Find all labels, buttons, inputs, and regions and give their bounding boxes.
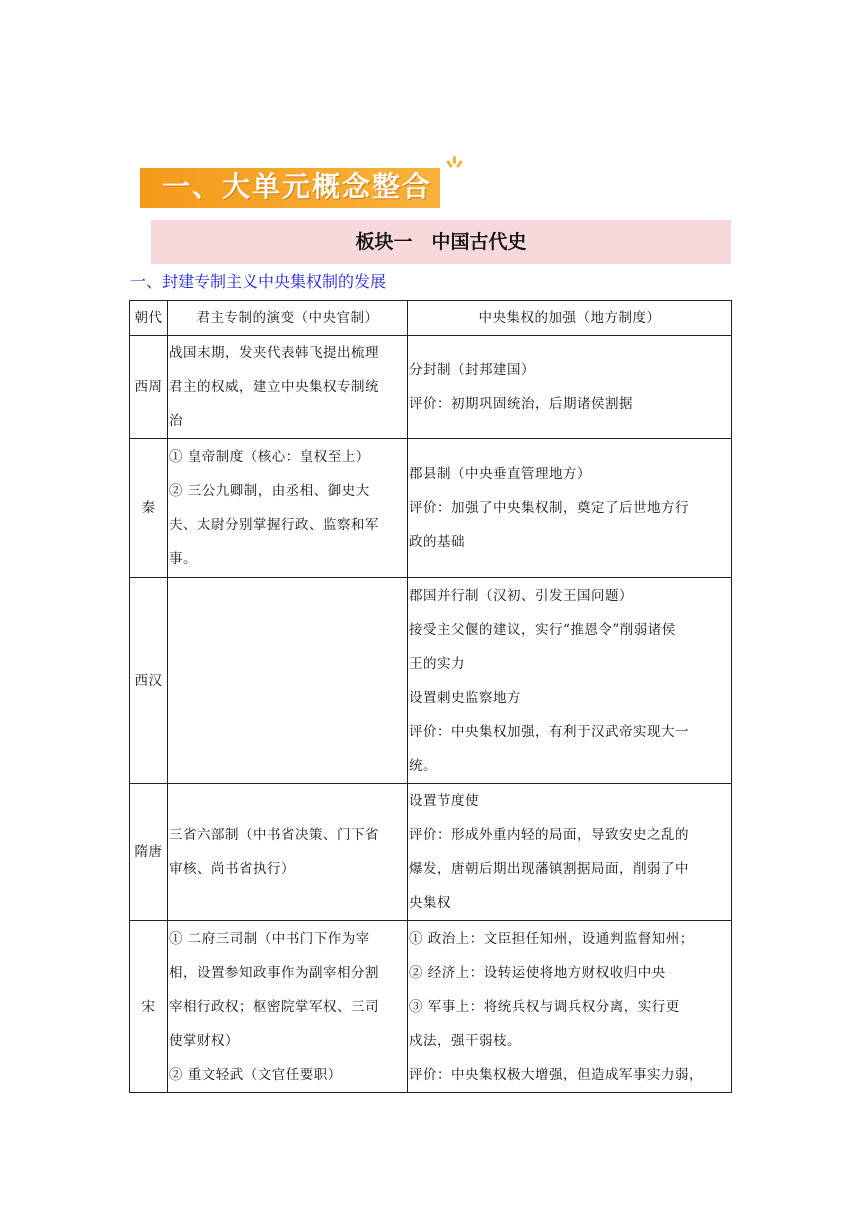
central-line: ① 二府三司制（中书门下作为宰 (169, 930, 370, 947)
local-line: 郡国并行制（汉初、引发王国问题） (409, 587, 633, 604)
local-line: 分封制（封邦建国） (409, 362, 535, 378)
table-row (130, 336, 732, 439)
central-cell (168, 578, 408, 784)
local-line: 戍法，强干弱枝。 (409, 1032, 521, 1049)
era-cell: 西汉 (130, 578, 168, 784)
central-cell (168, 439, 408, 578)
header-local: 中央集权的加强（地方制度） (408, 301, 732, 336)
central-line: 三省六部制（中书省决策、门下省 (169, 827, 379, 843)
central-line: 事。 (169, 551, 197, 567)
local-line: 评价：加强了中央集权制，奠定了后世地方行 (409, 500, 689, 516)
section-title: 板块一 中国古代史 (355, 231, 527, 253)
local-line: 设置节度使 (409, 793, 479, 809)
local-cell (408, 784, 732, 921)
era-cell: 宋 (130, 921, 168, 1093)
table-row (130, 921, 732, 1093)
central-line: ② 重文轻武（文官任要职） (169, 1066, 342, 1083)
central-line: 战国末期，发夹代表韩飞提出梳理 (169, 345, 379, 361)
header-central: 君主专制的演变（中央官制） (168, 301, 408, 336)
local-line: 接受主父偃的建议，实行“推恩令”削弱诸侯 (409, 621, 676, 638)
central-cell (168, 336, 408, 439)
central-line: ② 三公九卿制，由丞相、御史大 (169, 483, 370, 499)
unit-banner (140, 164, 446, 209)
local-line: ② 经济上：设转运使将地方财权收归中央 (409, 964, 666, 981)
era-cell: 秦 (130, 439, 168, 578)
central-cell (168, 921, 408, 1093)
local-line: 郡县制（中央垂直管理地方） (409, 466, 591, 482)
local-cell (408, 336, 732, 439)
central-line: 宰相行政权；枢密院掌军权、三司 (169, 998, 379, 1015)
local-line: 设置刺史监察地方 (409, 689, 521, 706)
header-era: 朝代 (130, 301, 168, 336)
sparkle-icon (446, 154, 462, 172)
central-line: ① 皇帝制度（核心：皇权至上） (169, 449, 370, 465)
table-row (130, 439, 732, 578)
era-cell: 隋唐 (130, 784, 168, 921)
central-line: 君主的权威，建立中央集权专制统 (169, 379, 379, 395)
local-line: 央集权 (409, 895, 451, 911)
local-line: 王的实力 (409, 655, 465, 672)
table-row (130, 578, 732, 784)
local-line: 评价：形成外重内轻的局面，导致安史之乱的 (409, 827, 689, 843)
central-line: 相，设置参知政事作为副宰相分割 (169, 964, 379, 981)
history-table (129, 300, 732, 1093)
local-line: 评价：初期巩固统治，后期诸侯割据 (409, 396, 633, 412)
local-line: ① 政治上：文臣担任知州，设通判监督知州； (409, 930, 694, 947)
local-cell (408, 921, 732, 1093)
central-line: 治 (169, 413, 183, 429)
local-line: 政的基础 (409, 534, 465, 550)
local-line: 评价：中央集权加强，有利于汉武帝实现大一 (409, 723, 689, 740)
local-line: 统。 (409, 757, 437, 774)
central-line: 夫、太尉分别掌握行政、监察和军 (169, 517, 379, 533)
section-header (151, 220, 731, 264)
local-line: ③ 军事上：将统兵权与调兵权分离，实行更 (409, 998, 680, 1015)
central-line: 审核、尚书省执行） (169, 861, 295, 877)
central-line: 使掌财权） (169, 1032, 239, 1049)
local-line: 爆发，唐朝后期出现藩镇割据局面，削弱了中 (409, 861, 689, 877)
banner-title: 一、大单元概念整合 (162, 170, 433, 203)
local-cell (408, 439, 732, 578)
era-cell: 西周 (130, 336, 168, 439)
local-cell (408, 578, 732, 784)
table-row (130, 784, 732, 921)
local-line: 评价：中央集权极大增强，但造成军事实力弱， (409, 1066, 703, 1083)
central-cell (168, 784, 408, 921)
subheading: 一、封建专制主义中央集权制的发展 (130, 272, 387, 291)
table-header-row (130, 301, 732, 336)
